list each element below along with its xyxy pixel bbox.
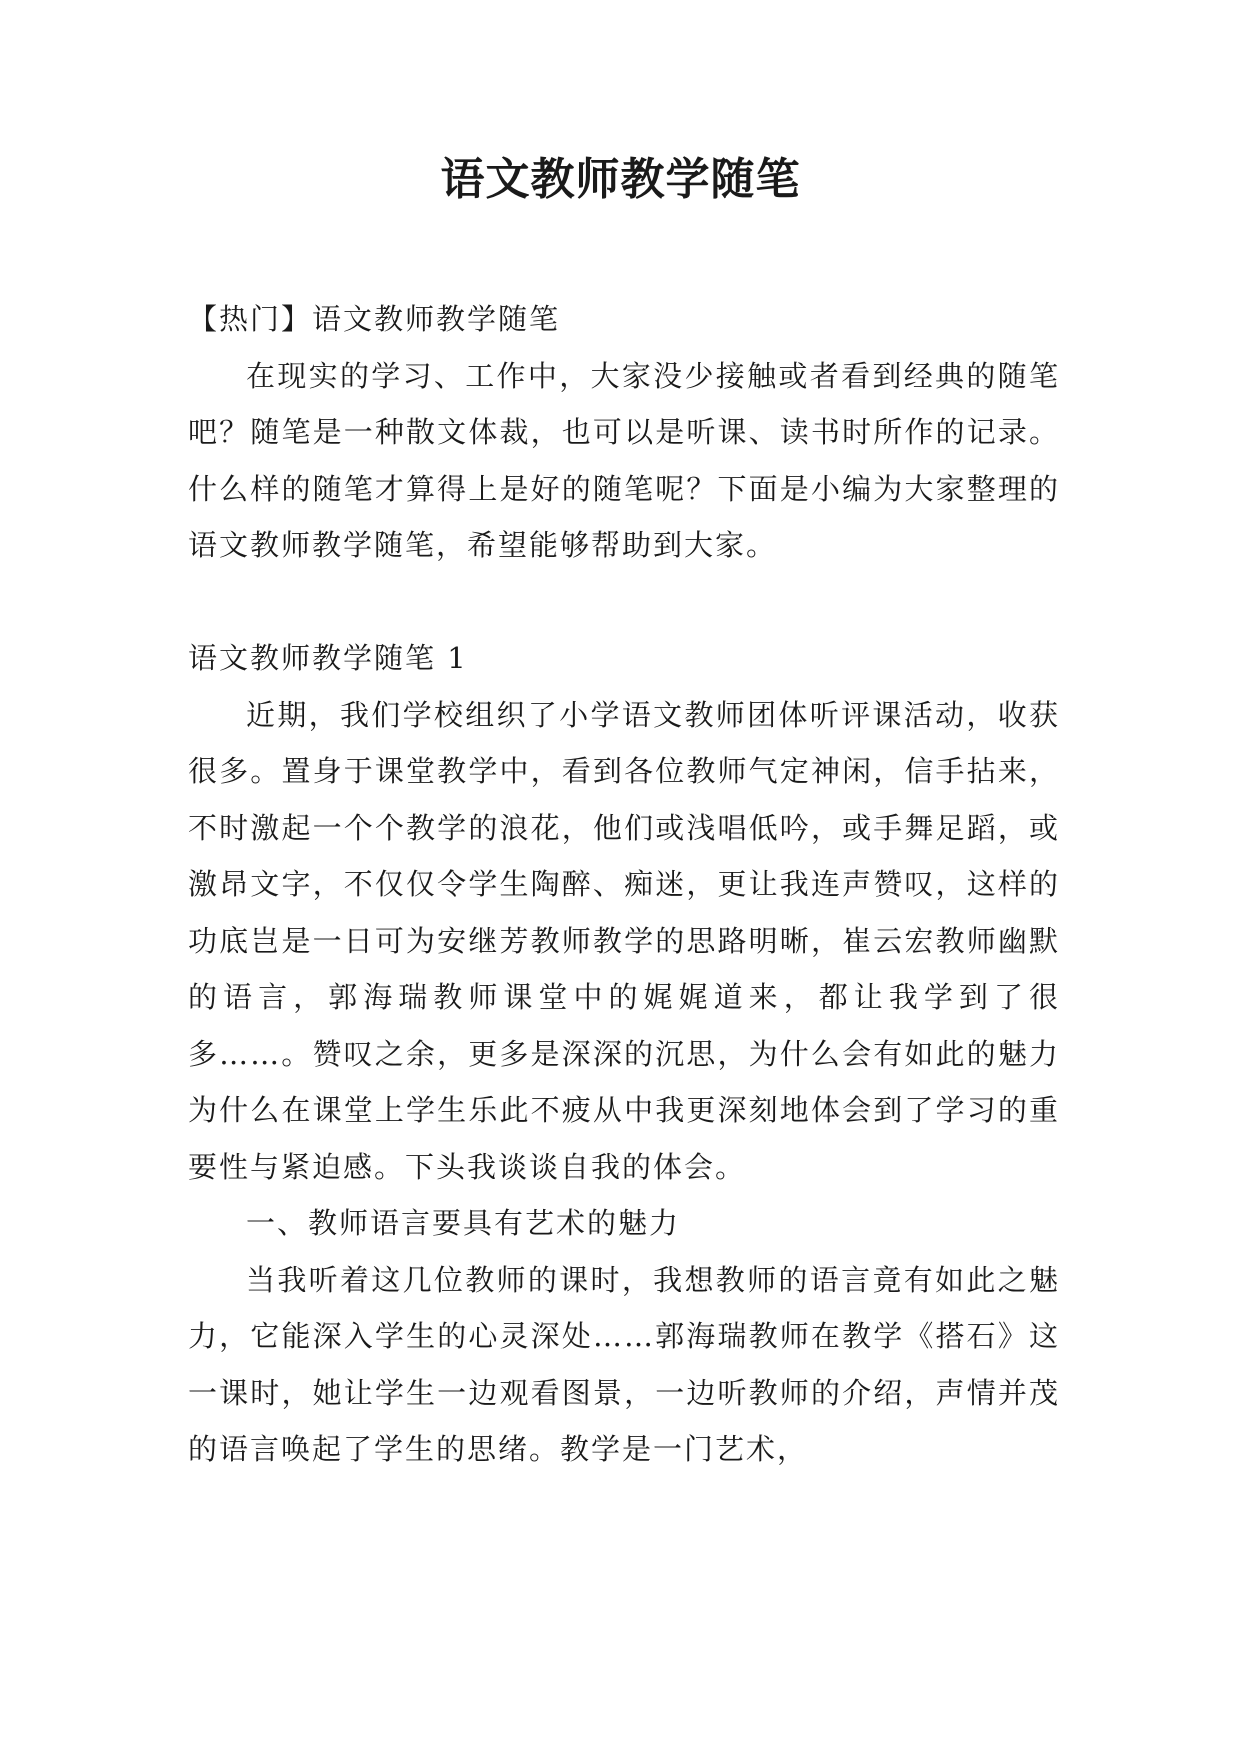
- hot-title: 语文教师教学随笔: [312, 302, 561, 336]
- hot-heading: [188, 291, 1060, 348]
- intro-paragraph: 在现实的学习、工作中，大家没少接触或者看到经典的随笔吧？随笔是一种散文体裁，也可以是听课、读书时所作的记录。什么样的随笔才算得上是好的随笔呢？下面是小编为大家整理的语文教师教学随笔，希望能够帮助到大家。: [188, 358, 1060, 562]
- section-heading: 语文教师教学随笔 1: [188, 641, 468, 675]
- document-title: 语文教师教学随笔: [440, 154, 801, 205]
- paragraph-2: 当我听着这几位教师的课时，我想教师的语言竟有如此之魅力，它能深入学生的心灵深处……郭海瑞教师在教学《搭石》这一课时，她让学生一边观看图景，一边听教师的介绍，声情并茂的语言唤起了学生的思绪。教学是一门艺术，: [188, 1262, 1060, 1466]
- document-body: [188, 291, 1060, 1478]
- paragraph-1: 近期，我们学校组织了小学语文教师团体听评课活动，收获很多。置身于课堂教学中，看到各位教师气定神闲，信手拈来，不时激起一个个教学的浪花，他们或浅唱低吟，或手舞足蹈，或激昂文字，不仅仅令学生陶醉、痴迷，更让我连声赞叹，这样的功底岂是一日可为安继芳教师教学的思路明晰，崔云宏教师幽默的语言，郭海瑞教师课堂中的娓娓道来，都让我学到了很多……。赞叹之余，更多是深深的沉思，为什么会有如此的魅力为什么在课堂上学生乐此不疲从中我更深刻地体会到了学习的重要性与紧迫感。下头我谈谈自我的体会。: [188, 697, 1060, 1184]
- subheading-1: 一、教师语言要具有艺术的魅力: [246, 1206, 681, 1240]
- hot-tag: 【热门】: [188, 302, 313, 336]
- blank-line: [188, 574, 1060, 631]
